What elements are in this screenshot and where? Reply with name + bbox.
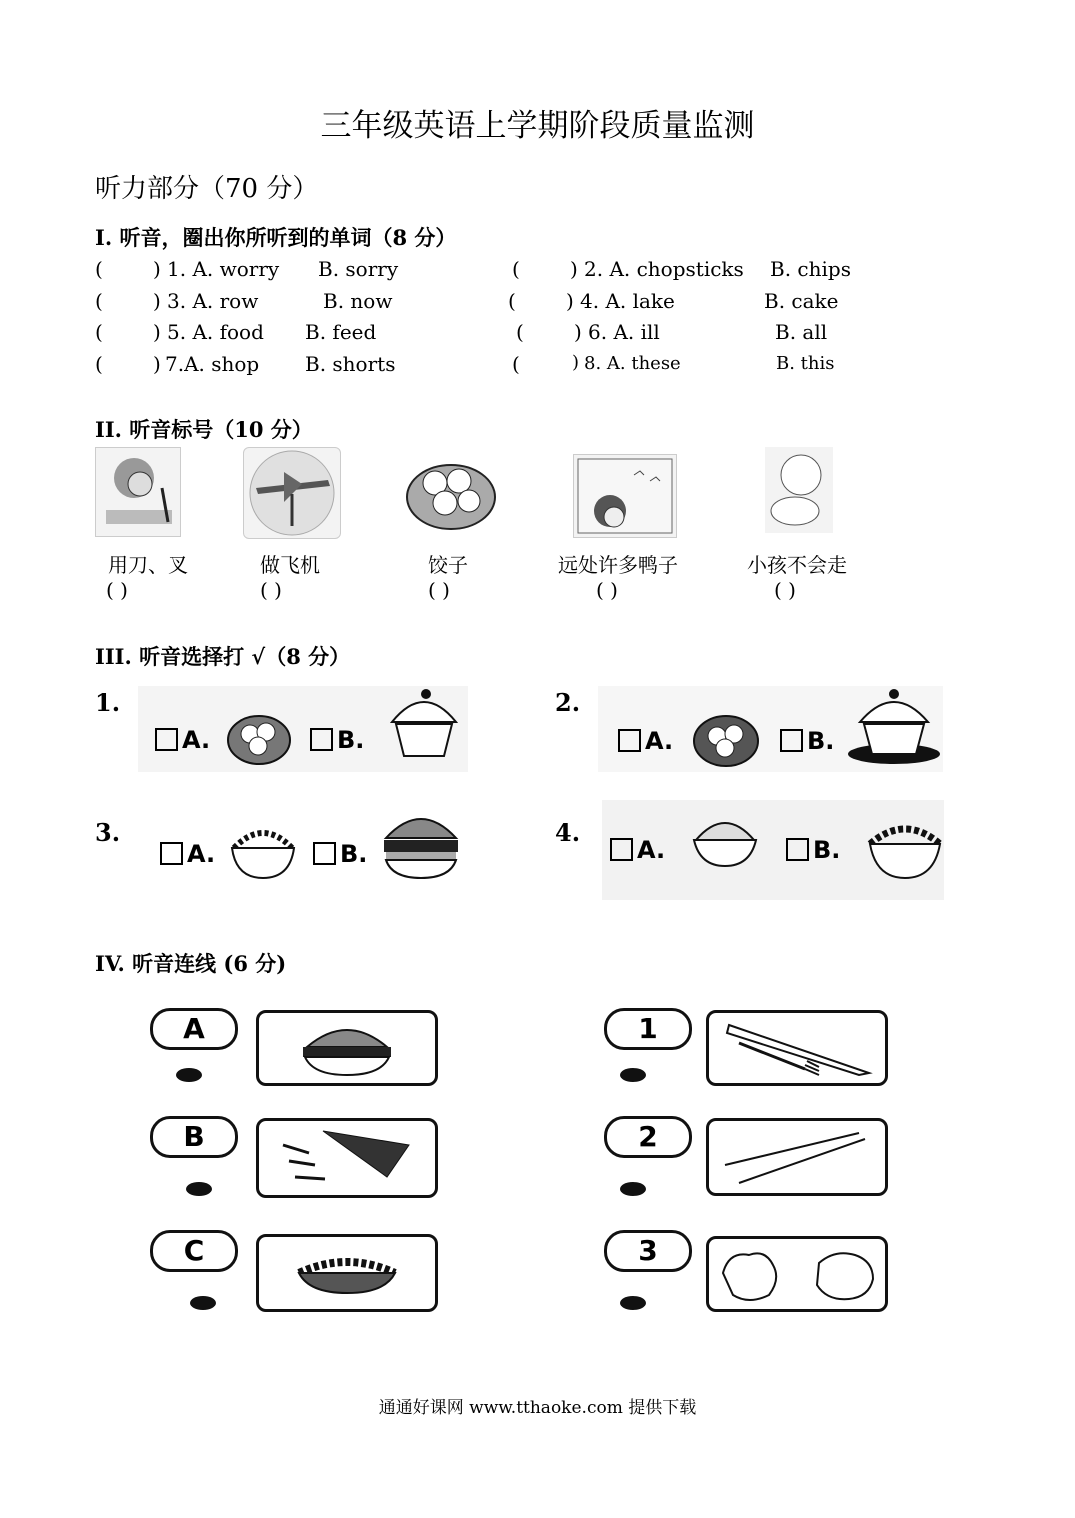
item-1-a: 1. A. worry (167, 257, 280, 281)
cupcake-icon (382, 686, 466, 764)
option-a[interactable]: A. (160, 840, 215, 868)
match-dot[interactable] (176, 1068, 202, 1082)
caption-dumplings: 饺子 (428, 553, 468, 577)
item-6-a: 6. A. ill (588, 320, 660, 344)
paren-close: ) (572, 352, 580, 373)
option-a[interactable]: A. (610, 836, 665, 864)
item-2-b: B. chips (770, 257, 851, 281)
checkbox[interactable] (310, 728, 333, 751)
option-a[interactable]: A. (618, 727, 673, 755)
checkbox[interactable] (618, 729, 641, 752)
paren-open: ( (516, 320, 524, 344)
paren-close: ) (574, 320, 582, 344)
answer-blank[interactable]: ( ) (596, 578, 618, 602)
chips-icon (259, 1121, 435, 1195)
badge-c: C (150, 1230, 238, 1272)
part-heading: 听力部分（70 分） (95, 174, 319, 204)
noodles-icon (226, 818, 300, 882)
person-eating-icon (96, 448, 180, 536)
paren-close: ) (570, 257, 578, 281)
dumplings-icon (226, 706, 292, 766)
item-7-b: B. shorts (305, 352, 396, 376)
baby-picture (765, 447, 833, 533)
option-b[interactable]: B. (310, 726, 364, 754)
item-7-a: 7.A. shop (165, 352, 260, 376)
caption-baby: 小孩不会走 (747, 553, 847, 577)
caption-knife-fork: 用刀、叉 (108, 553, 188, 577)
item-6-b: B. all (775, 320, 828, 344)
item-4-b: B. cake (764, 289, 839, 313)
hamburger-icon (259, 1013, 435, 1083)
badge-1: 1 (604, 1008, 692, 1050)
question-number: 4. (555, 818, 581, 847)
checkbox[interactable] (610, 838, 633, 861)
airplane-icon (244, 448, 340, 538)
item-4-a: 4. A. lake (580, 289, 675, 313)
badge-b: B (150, 1116, 238, 1158)
item-3-b: B. now (323, 289, 393, 313)
item-3-a: 3. A. row (167, 289, 259, 313)
badge-3: 3 (604, 1230, 692, 1272)
chopsticks-icon (709, 1121, 885, 1193)
page-title: 三年级英语上学期阶段质量监测 (320, 108, 755, 144)
paren-open: ( (512, 352, 520, 376)
noodles-frame (256, 1234, 438, 1312)
item-5-a: 5. A. food (167, 320, 264, 344)
checkbox[interactable] (160, 842, 183, 865)
checkbox[interactable] (313, 842, 336, 865)
paren-close: ) (153, 289, 161, 313)
paren-open: ( (512, 257, 520, 281)
caption-airplane: 做飞机 (260, 553, 320, 577)
item-5-b: B. feed (305, 320, 377, 344)
item-1-b: B. sorry (318, 257, 399, 281)
answer-blank[interactable]: ( ) (260, 578, 282, 602)
airplane-model-picture (243, 447, 341, 539)
match-dot[interactable] (186, 1182, 212, 1196)
dumplings-icon (405, 447, 497, 535)
paren-open: ( (95, 320, 103, 344)
badge-2: 2 (604, 1116, 692, 1158)
section-3-heading: III. 听音选择打 √（8 分） (95, 644, 351, 669)
match-dot[interactable] (620, 1296, 646, 1310)
rice-bowl-icon (690, 808, 760, 870)
paren-close: ) (153, 352, 161, 376)
paren-open: ( (95, 352, 103, 376)
question-number: 1. (95, 688, 121, 717)
question-number: 2. (555, 688, 581, 717)
badge-a: A (150, 1008, 238, 1050)
paren-close: ) (153, 320, 161, 344)
knife-fork-frame (706, 1010, 888, 1086)
section-1-heading: I. 听音，圈出你所听到的单词（8 分） (95, 225, 457, 250)
match-dot[interactable] (620, 1182, 646, 1196)
paren-open: ( (508, 289, 516, 313)
hamburger-icon (380, 804, 462, 882)
child-looking-icon (574, 455, 676, 537)
chips-frame (256, 1118, 438, 1198)
item-8-b: B. this (776, 353, 835, 374)
match-dot[interactable] (190, 1296, 216, 1310)
answer-blank[interactable]: ( ) (106, 578, 128, 602)
option-a[interactable]: A. (155, 726, 210, 754)
baby-icon (765, 447, 833, 533)
caption-ducks: 远处许多鸭子 (558, 553, 678, 577)
cupcake-icon (846, 686, 942, 768)
noodles-icon (259, 1237, 435, 1309)
checkbox[interactable] (786, 838, 809, 861)
person-eating-picture (95, 447, 181, 537)
match-dot[interactable] (620, 1068, 646, 1082)
noodles-icon (862, 814, 948, 882)
option-b[interactable]: B. (780, 727, 834, 755)
hamburger-frame (256, 1010, 438, 1086)
gloves-frame (706, 1236, 888, 1312)
paren-close: ) (566, 289, 574, 313)
paren-close: ) (153, 257, 161, 281)
question-number: 3. (95, 818, 121, 847)
item-2-a: 2. A. chopsticks (584, 257, 744, 281)
option-b[interactable]: B. (313, 840, 367, 868)
item-8-a: 8. A. these (584, 353, 681, 374)
chopsticks-frame (706, 1118, 888, 1196)
checkbox[interactable] (155, 728, 178, 751)
paren-open: ( (95, 289, 103, 313)
section-4-heading: IV. 听音连线 (6 分) (95, 951, 287, 976)
answer-blank[interactable]: ( ) (774, 578, 796, 602)
ducks-far-away-picture (573, 454, 677, 538)
checkbox[interactable] (780, 729, 803, 752)
option-b[interactable]: B. (786, 836, 840, 864)
section-2-heading: II. 听音标号（10 分） (95, 417, 313, 442)
knife-fork-icon (709, 1013, 885, 1083)
gloves-icon (709, 1239, 885, 1309)
answer-blank[interactable]: ( ) (428, 578, 450, 602)
dumplings-picture (405, 447, 497, 535)
dumplings-icon (692, 706, 760, 768)
paren-open: ( (95, 257, 103, 281)
footer-text: 通通好课网 www.tthaoke.com 提供下载 (378, 1398, 697, 1418)
